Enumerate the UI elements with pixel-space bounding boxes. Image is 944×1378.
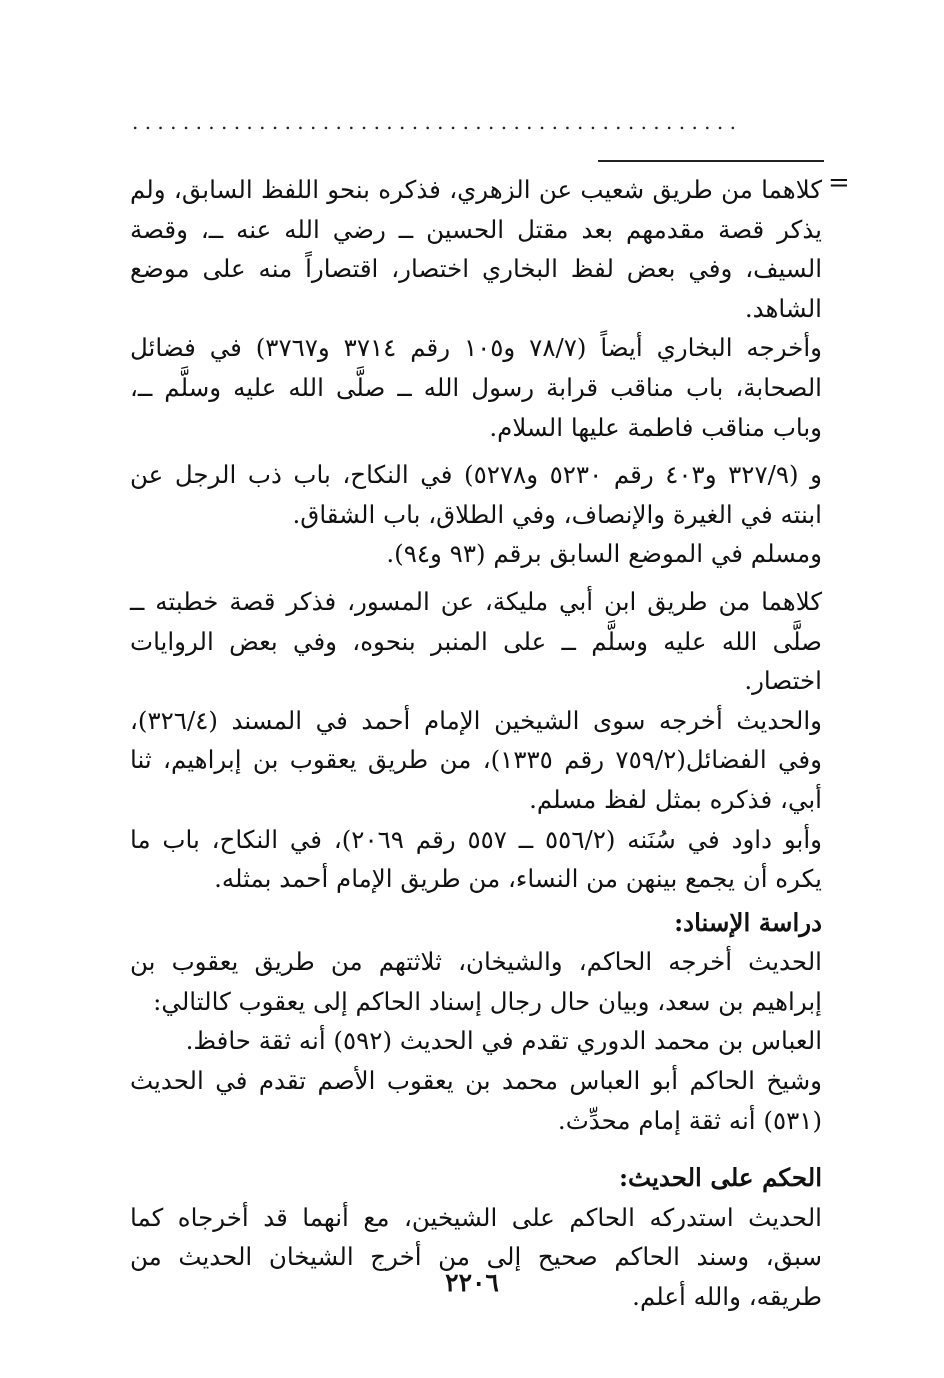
isnad-paragraph-3: وشيخ الحاكم أبو العباس محمد بن يعقوب الأصم تقدم في الحديث (٥٣١) أنه ثقة إمام محدِّث. bbox=[130, 1066, 822, 1135]
isnad-paragraph-1: الحديث أخرجه الحاكم، والشيخان، ثلاثتهم من طريق يعقوب بن إبراهيم بن سعد، وبيان حال رجال إسناد الحاكم إلى يعقوب كالتالي: bbox=[130, 947, 822, 1016]
page-number: ٢٢٠٦ bbox=[445, 1268, 499, 1297]
paragraph-1: كلاهما من طريق شعيب عن الزهري، فذكره بنحو اللفظ السابق، ولم يذكر قصة مقدمهم بعد مقتل الحسين ــ رضي الله عنه ــ، وقصة السيف، وفي بعض لفظ البخاري اختصار، اقتصاراً منه على موضع الشاهد. bbox=[130, 175, 822, 323]
footnote-body bbox=[130, 170, 822, 1317]
hukm-paragraph-1: الحديث استدركه الحاكم على الشيخين، مع أنهما قد أخرجاه كما سبق، وسند الحاكم صحيح إلى من أخرج الشيخان الحديث من طريقه، والله أعلم. bbox=[130, 1202, 822, 1312]
header-dotted-line: . . . . . . . . . . . . . . . . . . . . . . . . . . . . . . . . . . . . . . . . . . . . . . . . bbox=[132, 112, 736, 132]
paragraph-3: و (٣٢٧/٩ و٤٠٣ رقم ٥٢٣٠ و٥٢٧٨) في النكاح، باب ذب الرجل عن ابنته في الغيرة والإنصاف، وفي الطلاق، باب الشقاق. bbox=[130, 460, 822, 529]
paragraph-6: والحديث أخرجه سوى الشيخين الإمام أحمد في المسند (٣٢٦/٤)، وفي الفضائل(٧٥٩/٢ رقم ١٣٣٥)، من طريق يعقوب بن إبراهيم، ثنا أبي، فذكره بمثل لفظ مسلم. bbox=[130, 705, 822, 814]
paragraph-5: كلاهما من طريق ابن أبي مليكة، عن المسور، فذكر قصة خطبته ــ صلَّى الله عليه وسلَّم ــ على المنبر بنحوه، وفي بعض الروايات اختصار. bbox=[130, 586, 822, 696]
footnote-separator-line bbox=[598, 160, 824, 162]
continuation-mark: = bbox=[828, 168, 850, 198]
isnad-paragraph-2: العباس بن محمد الدوري تقدم في الحديث (٥٩٢) أنه ثقة حافظ. bbox=[185, 1026, 822, 1056]
paragraph-4: ومسلم في الموضع السابق برقم (٩٣ و٩٤). bbox=[386, 539, 822, 569]
paragraph-2: وأخرجه البخاري أيضاً (٧٨/٧ و١٠٥ رقم ٣٧١٤ و٣٧٦٧) في فضائل الصحابة، باب مناقب قرابة رسول الله ــ صلَّى الله عليه وسلَّم ــ، وباب مناقب فاطمة عليها السلام. bbox=[130, 333, 823, 442]
paragraph-7: وأبو داود في سُنَنه (٥٥٦/٢ ــ ٥٥٧ رقم ٢٠٦٩)، في النكاح، باب ما يكره أن يجمع بينهن من النساء، من طريق الإمام أحمد بمثله. bbox=[130, 824, 822, 894]
hukm-heading: الحكم على الحديث: bbox=[619, 1163, 822, 1193]
isnad-heading: دراسة الإسناد: bbox=[674, 907, 822, 937]
